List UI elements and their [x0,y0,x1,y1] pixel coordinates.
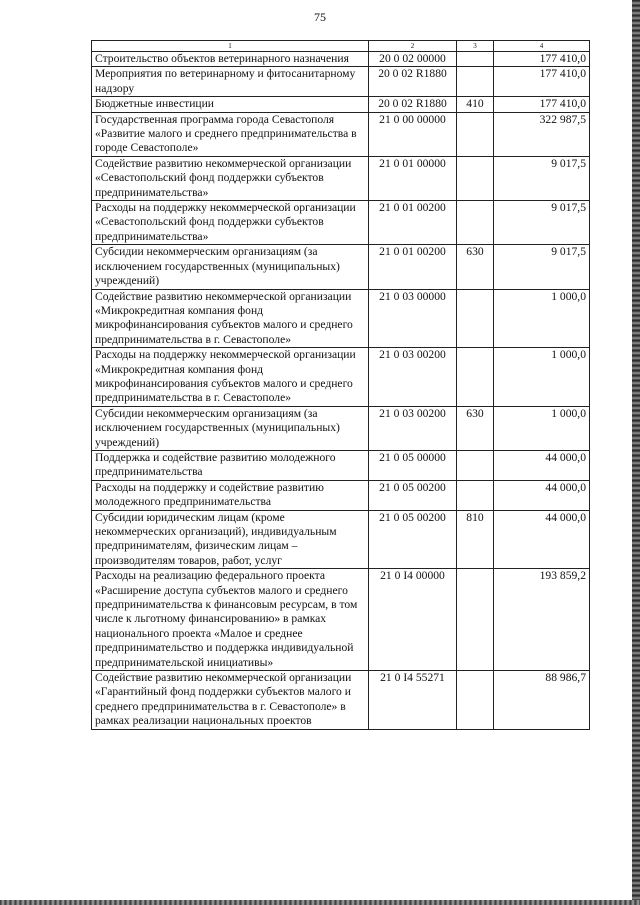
row-code: 21 0 05 00000 [369,450,457,480]
row-name: Содействие развитию некоммерческой организации «Гарантийный фонд поддержки субъектов малого и среднего предпринимательства в г. Севастополе» в рамках реализации национальных проектов [92,671,369,730]
row-code: 21 0 I4 55271 [369,671,457,730]
table-row [92,52,590,67]
row-code: 21 0 03 00000 [369,289,457,348]
row-amount: 1 000,0 [494,348,590,407]
row-type: 410 [457,97,494,112]
row-type [457,348,494,407]
table-row [92,671,590,730]
table-row [92,201,590,245]
row-code: 21 0 01 00200 [369,201,457,245]
row-amount: 177 410,0 [494,52,590,67]
table-row [92,569,590,671]
row-amount: 193 859,2 [494,569,590,671]
row-amount: 9 017,5 [494,245,590,289]
row-type [457,201,494,245]
table-row [92,406,590,450]
row-type [457,671,494,730]
row-amount: 9 017,5 [494,201,590,245]
row-type [457,112,494,156]
row-type: 630 [457,245,494,289]
header-col-4: 4 [494,41,590,52]
row-amount: 177 410,0 [494,97,590,112]
row-name: Содействие развитию некоммерческой организации «Севастопольский фонд поддержки субъектов предпринимательства» [92,156,369,200]
row-amount: 1 000,0 [494,289,590,348]
row-amount: 1 000,0 [494,406,590,450]
row-code: 20 0 02 R1880 [369,67,457,97]
row-type: 630 [457,406,494,450]
scan-edge-bottom [0,900,640,905]
header-col-3: 3 [457,41,494,52]
page-number: 75 [314,10,326,24]
table-row [92,156,590,200]
header-col-2: 2 [369,41,457,52]
row-amount: 44 000,0 [494,450,590,480]
row-code: 21 0 03 00200 [369,406,457,450]
row-amount: 44 000,0 [494,510,590,569]
row-amount: 44 000,0 [494,480,590,510]
row-name: Субсидии юридическим лицам (кроме некоммерческих организаций), индивидуальным предпринимателям, физическим лицам – производителям товаров, работ, услуг [92,510,369,569]
row-type [457,156,494,200]
row-type: 810 [457,510,494,569]
row-code: 21 0 03 00200 [369,348,457,407]
table-row [92,67,590,97]
row-amount: 88 986,7 [494,671,590,730]
row-code: 21 0 05 00200 [369,480,457,510]
row-name: Субсидии некоммерческим организациям (за исключением государственных (муниципальных) учреждений) [92,406,369,450]
row-name: Содействие развитию некоммерческой организации «Микрокредитная компания фонд микрофинансирования субъектов малого и среднего предпринимательства в г. Севастополе» [92,289,369,348]
table-row [92,348,590,407]
row-name: Поддержка и содействие развитию молодежного предпринимательства [92,450,369,480]
row-amount: 177 410,0 [494,67,590,97]
row-name: Субсидии некоммерческим организациям (за исключением государственных (муниципальных) учреждений) [92,245,369,289]
header-col-1: 1 [92,41,369,52]
budget-table [91,40,590,730]
row-name: Расходы на реализацию федерального проекта «Расширение доступа субъектов малого и среднего предпринимательства к финансовым ресурсам, в том числе к льготному финансированию» в рамках национального проекта «Малое и среднее предпринимательство и поддержка индивидуальной предпринимательской инициативы» [92,569,369,671]
row-amount: 9 017,5 [494,156,590,200]
row-code: 21 0 01 00000 [369,156,457,200]
table-header-row [92,41,590,52]
table-row [92,450,590,480]
row-code: 21 0 00 00000 [369,112,457,156]
row-name: Расходы на поддержку и содействие развитию молодежного предпринимательства [92,480,369,510]
row-type [457,52,494,67]
row-name: Государственная программа города Севастополя «Развитие малого и среднего предпринимательства в городе Севастополе» [92,112,369,156]
table-row [92,289,590,348]
row-type [457,67,494,97]
row-name: Строительство объектов ветеринарного назначения [92,52,369,67]
table-row [92,245,590,289]
row-name: Расходы на поддержку некоммерческой организации «Севастопольский фонд поддержки субъектов предпринимательства» [92,201,369,245]
row-code: 20 0 02 00000 [369,52,457,67]
row-name: Расходы на поддержку некоммерческой организации «Микрокредитная компания фонд микрофинансирования субъектов малого и среднего предпринимательства в г. Севастополе» [92,348,369,407]
table-row [92,510,590,569]
row-amount: 322 987,5 [494,112,590,156]
row-type [457,569,494,671]
scan-edge-right [632,0,640,905]
row-code: 21 0 05 00200 [369,510,457,569]
row-type [457,480,494,510]
table-row [92,480,590,510]
row-code: 21 0 01 00200 [369,245,457,289]
row-code: 21 0 I4 00000 [369,569,457,671]
table-row [92,112,590,156]
row-name: Бюджетные инвестиции [92,97,369,112]
row-name: Мероприятия по ветеринарному и фитосанитарному надзору [92,67,369,97]
row-type [457,289,494,348]
row-code: 20 0 02 R1880 [369,97,457,112]
table-row [92,97,590,112]
row-type [457,450,494,480]
